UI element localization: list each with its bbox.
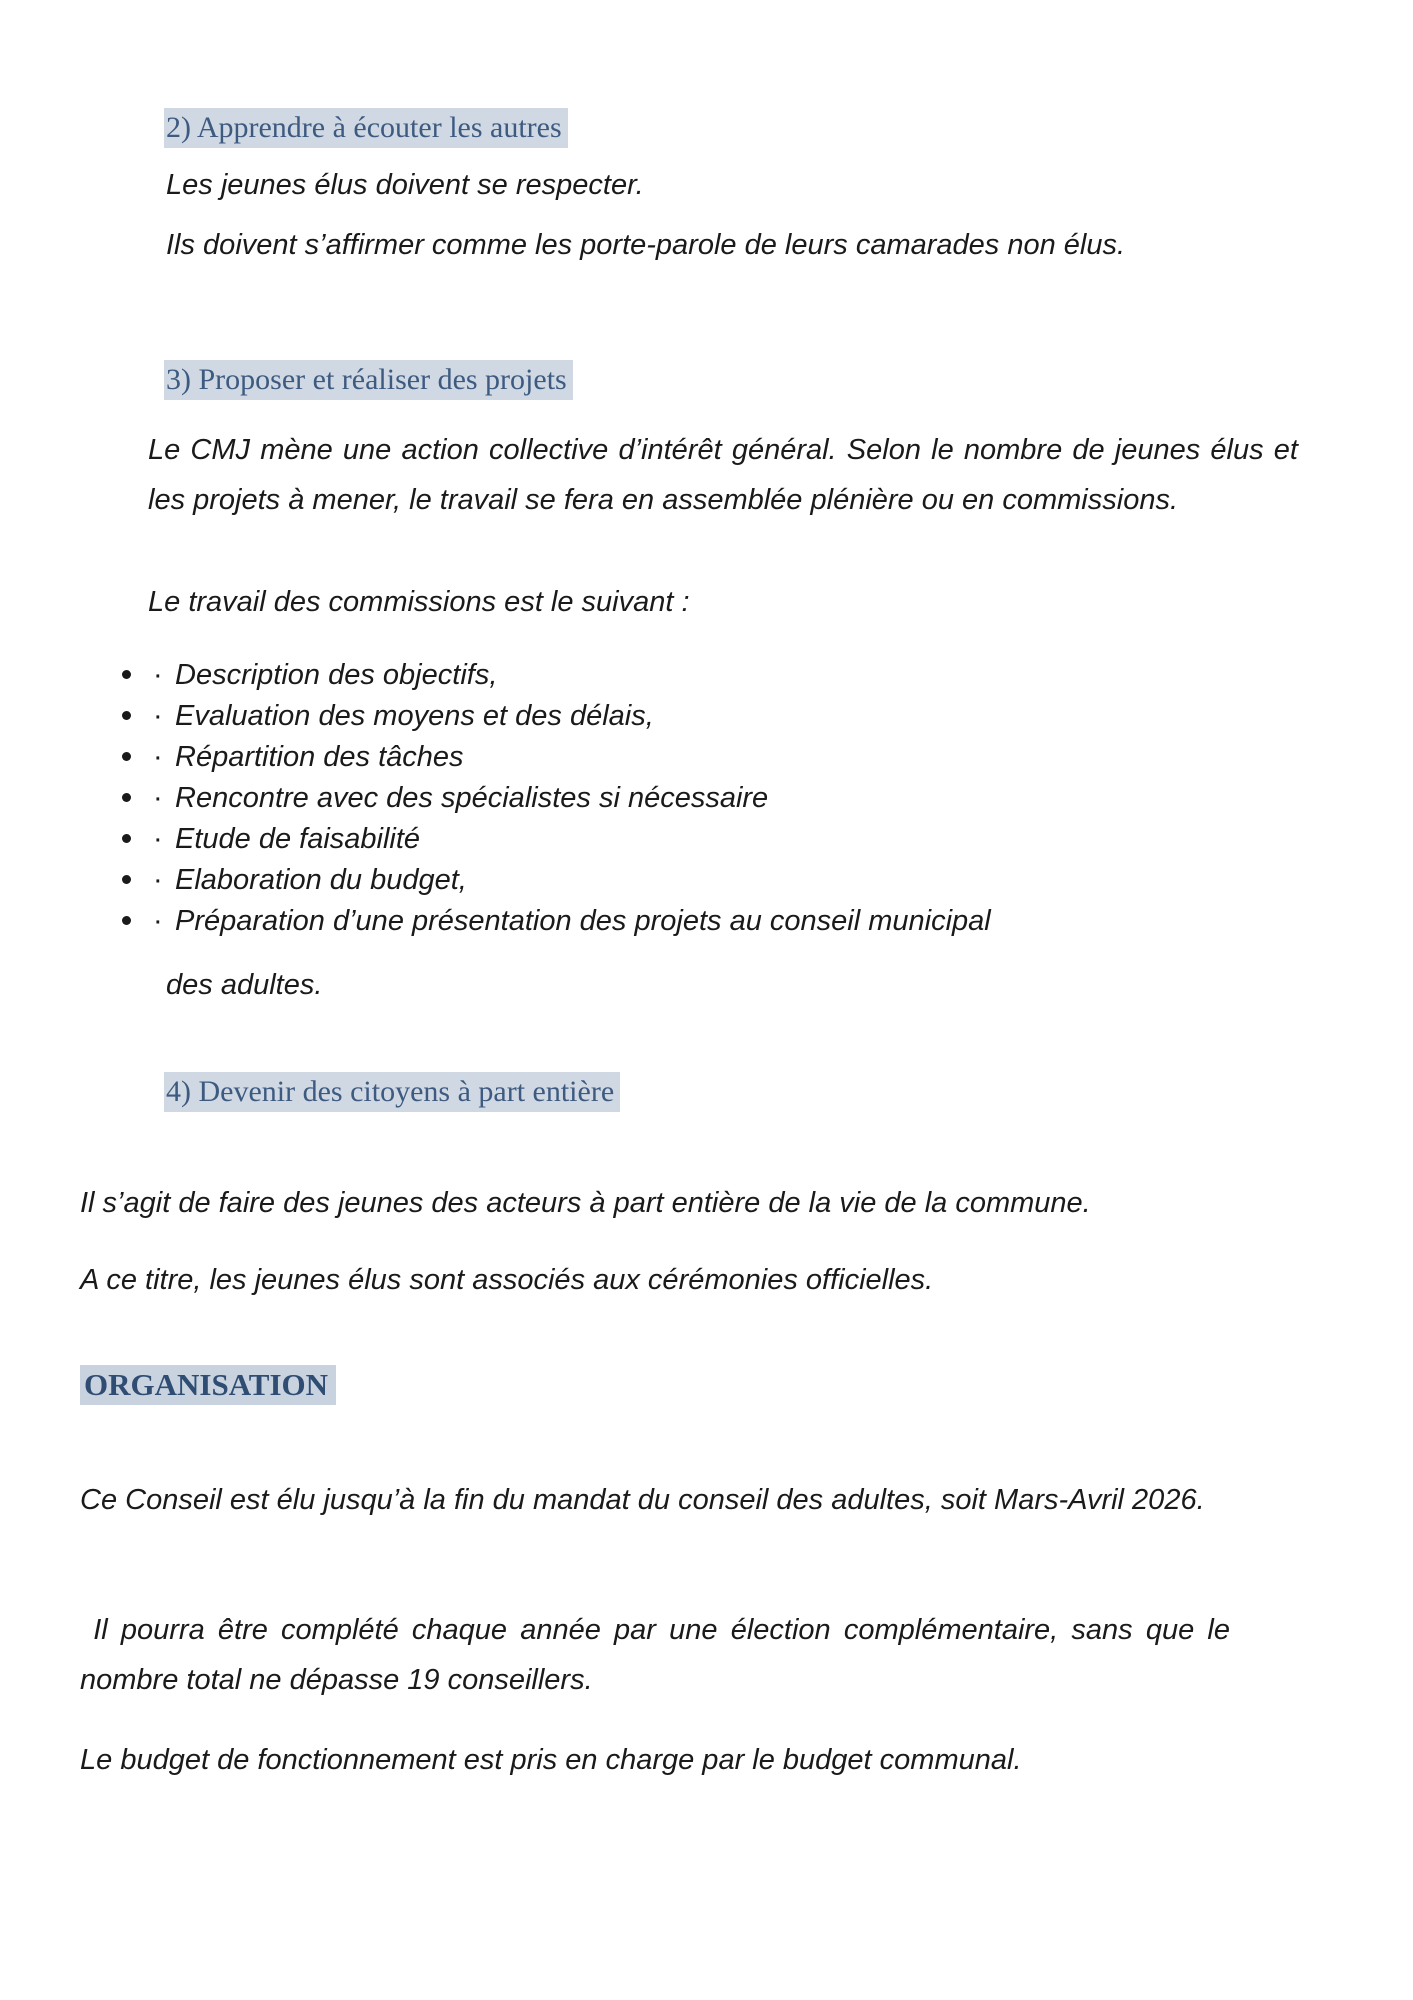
bullet-icon	[122, 793, 131, 802]
list-marker: ·	[153, 782, 163, 814]
list-item-text: Répartition des tâches	[175, 741, 464, 773]
bullet-icon	[122, 834, 131, 843]
list-marker: ·	[153, 741, 163, 773]
section-4-line-2: A ce titre, les jeunes élus sont associés aux cérémonies officielles.	[80, 1264, 934, 1296]
list-item-text: Evaluation des moyens et des délais,	[175, 700, 654, 732]
list-item	[122, 696, 991, 737]
section-4-heading: 4) Devenir des citoyens à part entière	[164, 1072, 620, 1112]
section-3-heading: 3) Proposer et réaliser des projets	[164, 360, 573, 400]
list-marker: ·	[153, 700, 163, 732]
section-3-intro: Le travail des commissions est le suivant :	[148, 586, 690, 618]
list-item	[122, 860, 991, 901]
organisation-paragraph-3: Le budget de fonctionnement est pris en charge par le budget communal.	[80, 1744, 1022, 1776]
section-3-paragraph: Le CMJ mène une action collective d’intérêt général. Selon le nombre de jeunes élus et les projets à mener, le travail se fera en assemblée plénière ou en commissions.	[148, 434, 1298, 516]
list-marker: ·	[153, 823, 163, 855]
organisation-paragraph-2: Il pourra être complété chaque année par une élection complémentaire, sans que le nombre total ne dépasse 19 conseillers.	[80, 1614, 1239, 1696]
organisation-paragraph-1: Ce Conseil est élu jusqu’à la fin du mandat du conseil des adultes, soit Mars-Avril 2026.	[80, 1484, 1205, 1516]
list-item-text: Rencontre avec des spécialistes si nécessaire	[175, 782, 769, 814]
list-item-text: Description des objectifs,	[175, 659, 498, 691]
organisation-heading: ORGANISATION	[80, 1365, 336, 1405]
list-marker: ·	[153, 659, 163, 691]
section-2-line-1: Les jeunes élus doivent se respecter.	[166, 169, 644, 201]
bullet-icon	[122, 875, 131, 884]
bullet-icon	[122, 670, 131, 679]
bullet-icon	[122, 916, 131, 925]
section-4-line-1: Il s’agit de faire des jeunes des acteurs à part entière de la vie de la commune.	[80, 1187, 1091, 1219]
list-item-text: Elaboration du budget,	[175, 864, 467, 896]
bullet-icon	[122, 711, 131, 720]
list-item-text: Préparation d’une présentation des projets au conseil municipal	[175, 905, 991, 937]
list-item-text: Etude de faisabilité	[175, 823, 421, 855]
bullet-icon	[122, 752, 131, 761]
list-continuation: des adultes.	[166, 969, 323, 1001]
list-item	[122, 901, 991, 942]
list-item	[122, 737, 991, 778]
section-2-heading: 2) Apprendre à écouter les autres	[164, 108, 568, 148]
list-item	[122, 819, 991, 860]
list-marker: ·	[153, 864, 163, 896]
section-2-line-2: Ils doivent s’affirmer comme les porte-parole de leurs camarades non élus.	[166, 229, 1126, 261]
list-item	[122, 778, 991, 819]
list-item	[122, 655, 991, 696]
commission-tasks-list	[122, 655, 991, 942]
list-marker: ·	[153, 905, 163, 937]
